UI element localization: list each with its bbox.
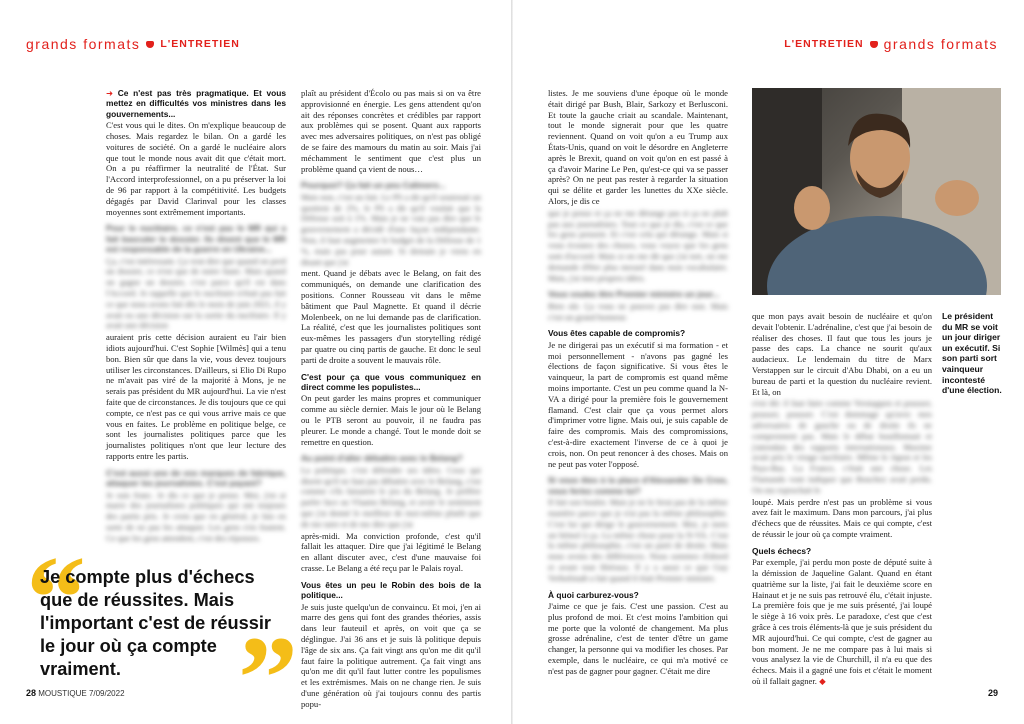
open-quote-mark: “ xyxy=(26,531,86,664)
blurred-question: C'est aussi une de vos marques de fabrique, attaquer les journalistes. C'est payant? xyxy=(106,467,286,489)
answer-paragraph: que mon pays avait besoin de nucléaire et qu'on devait l'obtenir. L'adrénaline, c'est que j'ai besoin de réaliser des choses. Il faut que tous les jours je passe des caps. La chance ne sourit qu'aux audacieux. Le lendemain du titre de Marx Verstappen sur le circuit d'Abu Dhabi, on a eu un bureau de parti et la question du nucléaire revient. Et là, on xyxy=(752,311,932,397)
end-mark-icon: ◆ xyxy=(819,675,826,686)
question: Vous êtes un peu le Robin des bois de la politique... xyxy=(301,579,481,601)
question: C'est pour ça que vous communiquez en direct comme les populistes... xyxy=(301,371,481,392)
answer-paragraph: Par exemple, j'ai perdu mon poste de député suite à la démission de Jaqueline Galant. Quand en étant quatrième sur la liste, j'ai fait le deuxième score en Hainaut et je ne suis pas retrouvé élu, c'était injuste. La première fois que je me suis présenté, j'ai loupé le siège à 16 voix près. Le paradoxe, c'est que c'est grâce à ces trois éléments-là que je suis président du MR aujourd'hui. Ce qui compte, c'est de gagner au bon moment. Je ne me compare pas à lui mais si vous analysez la vie de Churchill, il n'a eu que des échecs. Mais il a gagné une fois et c'était le moment où il fallait gagner. ◆ xyxy=(752,557,932,686)
question: Vous êtes capable de compromis? xyxy=(548,328,686,339)
article-column-2 xyxy=(301,88,481,710)
left-footer xyxy=(26,688,125,698)
answer-paragraph: ment. Quand je débats avec le Belang, on fait des communiqués, on demande une clarification des positions. Conner Rousseau vit dans le même bâtiment que Paul Magnette. Et quand il décrie Molenbeek, on ne lui demande pas de clarification. La réalité, c'est que les journalistes politiques sont eux-mêmes les passagers d'un storytelling rédigé par quatre ou cinq partis de gauche. Et donc le seul parti de droite a souvent le mauvais rôle. xyxy=(301,268,481,365)
blurred-question: Au point d'aller débattre avec le Belang? xyxy=(301,453,463,464)
right-page-header xyxy=(784,36,998,52)
answer-paragraph: listes. Je me souviens d'une époque où le monde était dirigé par Bush, Blair, Sarkozy et Berlusconi. Et toute la gauche criait au scandale. Maintenant, tout le monde signerait pour que les quatre reviennent. Quand on voit qu'on a eu Trump aux États-Unis, quand on voit le désordre en Angleterre après le Brexit, quand on voit qu'on en est passé à ça d'avoir Marine Le Pen, qu'est-ce qui va se passer après? On ne peut pas rester à regarder la situation qui se délite et garder les lunettes du XXe siècle. Alors, je dis ce xyxy=(548,88,728,206)
blurred-question: Vous voulez être Premier ministre un jour... xyxy=(548,289,720,300)
section-label: grands formats xyxy=(883,36,998,52)
photo-caption: Le président du MR se voit un jour diriger un exécutif. Si son parti sort vainqueur incontesté d'une élection. xyxy=(942,311,1002,396)
right-footer xyxy=(988,688,998,698)
interview-photo xyxy=(752,88,1001,295)
page-number: 28 xyxy=(26,688,37,698)
article-column-1 xyxy=(106,88,286,545)
speech-bubble-icon xyxy=(870,41,878,48)
blurred-paragraph: que je pense et ça ne me dérange pas si ça ne plaît pas aux journalistes. Tout ce que je dis, c'est ce que les gens pensent. Et c'est cela qui dérange. Mais si vous écoutez des choses, vous voyez que les gens sont d'accord. Mais si on me dit que j'ai tort, on me demande d'être plus mesuré dans mon vocabulaire. Mais, j'ai mes propres idées. xyxy=(548,207,728,283)
left-page xyxy=(0,0,511,724)
answer-paragraph: Je ne dirigerai pas un exécutif si ma formation - et moi personnellement - n'avons pas gagné les élections de façon significative. Si vous êtes le vainqueur, la part de compromis est quand même moins importante. C'est un peu comme quand la N-VA a dirigé pour la première fois le gouvernement flamand. C'est clair que ça vous permet alors d'imprimer votre ligne. Mais oui, je suis capable de faire des compromis. Mais des compromissions, c'est-à-dire exactement l'inverse de ce à quoi je crois, non. On peut renoncer à des choses. Mais on ne peut pas voter l'opposé. xyxy=(548,339,728,469)
answer-paragraph: auraient pris cette décision auraient eu l'air bien idiots aujourd'hui. C'est Sophie [Wilmès] qui a tenu bon. Bien sûr que dans la vie, vous devez toujours utiliser les circonstances. D'ailleurs, si Elio Di Rupo ne m'avait pas viré de la majorité à Mons, je ne serais pas président du MR aujourd'hui. La vie n'est faite que de circonstances. Je dis toujours que ce qui compte, ce n'est pas ce qui vous arrive mais ce que vous en faites. Le problème en politique belge, ce sont les journalistes politiques parce que les journalistes politiques n'ont que leur lecture des rapports entre les partis. xyxy=(106,332,286,461)
answer-paragraph: J'aime ce que je fais. C'est une passion. C'est au plus profond de moi. Et c'est moins l'ambition qui me porte que la volonté de changement. Ma plus grosse adrénaline, c'est de tenter d'être un game changer, la personne qui va modifier les choses. Par exemple, dans le nucléaire, ce qui m'a motivé ce n'est pas de gagner pour gagner. C'était me dire xyxy=(548,600,728,676)
blurred-paragraph: Bien sûr. Ça vous ne pouvez pas dire non. Mais c'est un grand honneur. xyxy=(548,300,728,322)
arrow-icon: ➜ xyxy=(106,88,118,98)
right-page xyxy=(513,0,1024,724)
section-label: grands formats xyxy=(26,36,141,52)
close-quote-mark: ” xyxy=(238,611,298,724)
question: À quoi carburez-vous? xyxy=(548,589,639,600)
answer-paragraph: loupé. Mais perdre n'est pas un problème si vous avez fait le maximum. Dans mon parcours, j'ai plus d'échecs que de réussites. Mais ce qui compte, c'est de réussir le jour où ça compte vraiment. xyxy=(752,496,932,539)
blurred-paragraph: s'est dit: il faut faire comme Verstappen et pousser, pousser, pousser. C'est dommage qu'avec mes adversaires de gauche ou de droite ils ne comprennent pas. Mais le débat bouillonnait et j'attendais des rapports internationaux. Maxime avait pris le virage nucléaire. Même le Japon et les Pays-Bas. La France, c'était une chose. Les Flamands vont indiquer que Bouchez avait perdu. On me reprochait le xyxy=(752,398,932,495)
blurred-question: Pour le nucléaire, ce n'est pas le MR qui a fait basculer le dossier. Ils disent que le MR est responsable de la guerre en Ukraine... xyxy=(106,223,286,255)
answer-paragraph: après-midi. Ma conviction profonde, c'est qu'il fallait les attaquer. Dire que j'ai légitimé le Belang en allant discuter avec, c'est d'une mauvaise foi crasse. Le Belang a été reçu par le Palais royal. xyxy=(301,530,481,573)
article-column-4 xyxy=(752,311,932,688)
page-number: 29 xyxy=(987,688,998,698)
blurred-paragraph: Il fait son boulot. Mais je ne le ferai pas de la même manière parce que je n'ai pas la même philosophie. C'est lui qui dirige le gouvernement. Moi, je mets un bémol à ça. La même chose pour la N-VA. C'est la même philosophie, c'est un parti de droite. Mais nous avons des différences. Nous sommes d'abord et avant tout libéraux. Il y a aussi ce que Guy Verhofstadt a fait quand il était Premier ministre. xyxy=(548,497,728,583)
blurred-paragraph: Mais non, c'est un fait. Le PS a dit qu'il soutenait un quotient de 2%, le PS a dit qu'il voulait que la Défense soit à 1%. Mais je ne vais pas dire que le gouvernement a décidé d'une façon indépendante. Non, il faut augmenter le budget de la Défense de 1 %, mais pas pour autant. Si demain je viens en disant que j'ai xyxy=(301,191,481,267)
portrait-illustration xyxy=(752,88,1001,295)
question: Quels échecs? xyxy=(752,545,812,556)
left-page-header xyxy=(26,36,240,52)
article-column-3 xyxy=(548,88,728,677)
blurred-question: Si vous êtes à la place d'Alexander De Croo, vous feriez comme lui? xyxy=(548,475,728,496)
pull-quote: Je compte plus d'échecs que de réussites. Mais l'important c'est de réussir le jour où ça compte vraiment. xyxy=(40,567,272,679)
blurred-question: Pourquoi? Ça fait un peu Calimero... xyxy=(301,180,446,191)
answer-paragraph: C'est vous qui le dites. On m'explique beaucoup de choses. Mais regardez le bilan. On a gardé les voitures de société. On a gardé le nucléaire alors que tout le monde nous avait dit que c'était mort. On a pu réaffirmer la neutralité de l'État. Sur l'Accord interprofessionnel, on a pu préserver la loi de 96 par rapport à la compétitivité. Les budgets dégagés par David Clarinval pour les classes moyennes sont extrêmement importants. xyxy=(106,120,286,217)
answer-paragraph: Je suis juste quelqu'un de convaincu. Et moi, j'en ai marre des gens qui font des grandes théories, assis dans leur fauteuil et après, on voit que ça se déglingue. J'ai 36 ans et je suis là politique depuis l'âge de six ans. Ça fait vingt ans qu'on me dit qu'il faut faire la politique autrement. Ça fait vingt ans qu'on me dit qu'il faut lutter contre les populismes et les extrémismes. Mais on ne change rien. Je suis d'une génération où j'ai toujours connu des partis popu- xyxy=(301,601,481,709)
speech-bubble-icon xyxy=(146,41,154,48)
blurred-paragraph: La politique, c'est défendre ses idées. Ceux qui disent qu'il ne faut pas débattre avec le Belang, c'est comme s'ils faisaient le jeu du Belang. Je préfère parler face au Vlaams Belang, et avoir le sentiment que j'ai donné le meilleur de moi-même plutôt que de me taire et de me dire que j'ai xyxy=(301,464,481,529)
issue-date: 7/09/2022 xyxy=(88,689,125,698)
publication-name: MOUSTIQUE xyxy=(38,689,87,698)
answer-paragraph: On peut garder les mains propres et communiquer comme au siècle dernier. Mais le jour où le Belang ou le PTB seront au pouvoir, il ne faudra pas pleurer. Le monde a changé. Tout le monde doit se remettre en question. xyxy=(301,393,481,447)
rubric-label: L'ENTRETIEN xyxy=(160,38,240,50)
rubric-label: L'ENTRETIEN xyxy=(784,38,864,50)
blurred-paragraph: Je suis franc. Je dis ce que je pense. Moi, j'en ai marre des journalistes politiques qui ont toujours des partis pris. Je crois que en général, je fais en sorte de ne pas les attaquer. Les gens s'en foutent. Ce que les gens attendent, c'est des réponses. xyxy=(106,489,286,543)
question: ➜ Ce n'est pas très pragmatique. Et vous mettez en difficultés vos ministres dans les gouvernements... xyxy=(106,88,286,119)
blurred-paragraph: Ça, c'est intéressant. Ça veut dire que quand on perd un dossier, ce n'est que de notre faute. Mais quand on gagne un dossier, c'est parce qu'il est dans l'Accord. Je rappelle que le nucléaire n'était pas fait ce que nous avons fait dès le mois de juin 2021, il y avait eu une décision sur la sortie du nucléaire. Il y avait une décision xyxy=(106,255,286,331)
answer-paragraph: plaît au président d'Écolo ou pas mais si on va être approvisionné en énergie. Les gens attendent qu'on ait des réponses concrètes et crédibles par rapport aux problèmes qui se posent. Quant aux rapports avec mes adversaires politiques, on n'est pas obligé de se faire des mamours du matin au soir. Mais j'ai méchamment le sentiment que c'est plus un problème quand ça vient de nous… xyxy=(301,88,481,174)
